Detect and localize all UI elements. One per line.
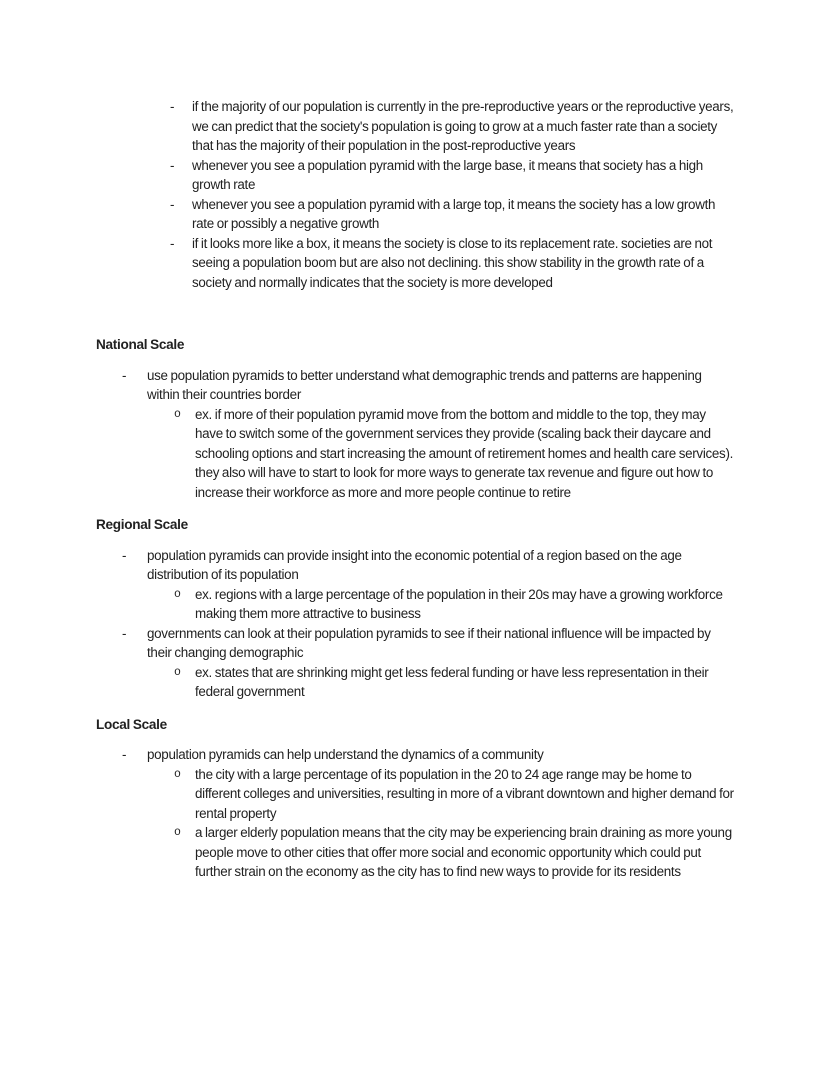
bullet-item: [96, 624, 736, 663]
bullet-marker: -: [170, 196, 175, 212]
bullet-item: [96, 97, 736, 156]
bullet-text: a larger elderly population means that the city may be experiencing brain draining as more young people move to other cities that offer more social and economic opportunity which could put further strain on the economy as the city has to find new ways to provide for its residents: [195, 825, 732, 879]
bullet-item: [96, 405, 736, 503]
bullet-item: [96, 663, 736, 702]
bullet-item: [96, 745, 736, 765]
section-heading: Local Scale: [96, 716, 167, 732]
bullet-marker: -: [122, 625, 127, 641]
section-heading: Regional Scale: [96, 517, 188, 532]
bullet-marker: -: [170, 99, 175, 114]
bullet-item: [96, 585, 736, 624]
bullet-item: [96, 195, 736, 234]
bullet-text: the city with a large percentage of its population in the 20 to 24 age range may be home to different colleges and universities, resulting in more of a vibrant downtown and higher demand for rental property: [195, 766, 734, 821]
bullet-marker: o: [174, 767, 181, 781]
bullet-item: [96, 156, 736, 195]
section-heading: National Scale: [96, 337, 185, 352]
bullet-text: whenever you see a population pyramid with a large top, it means the society has a low growth rate or possibly a negative growth: [192, 196, 716, 231]
bullet-text: population pyramids can provide insight into the economic potential of a region based on the age distribution of its population: [147, 547, 682, 582]
bullet-item: [96, 546, 736, 585]
bullet-marker: -: [122, 547, 127, 563]
bullet-text: if the majority of our population is currently in the pre-reproductive years or the reproductive years, we can predict that the society's population is going to grow at a much faster rate than a society that has the majority of their population in the post-reproductive years: [192, 99, 734, 153]
bullet-text: use population pyramids to better understand what demographic trends and patterns are happening within their countries border: [147, 367, 702, 402]
bullet-text: ex. regions with a large percentage of the population in their 20s may have a growing workforce making them more attractive to business: [195, 586, 723, 621]
bullet-marker: o: [174, 587, 181, 601]
bullet-text: population pyramids can help understand the dynamics of a community: [147, 747, 544, 762]
bullet-marker: -: [170, 235, 175, 251]
bullet-marker: -: [170, 157, 175, 173]
bullet-text: ex. if more of their population pyramid move from the bottom and middle to the top, they may have to switch some of the government services they provide (scaling back their daycare and schooling options and start increasing the amount of retirement homes and health care services). they also will have to start to look for more ways to generate tax revenue and figure out how to increase their workforce as more and more people continue to retire: [195, 406, 734, 500]
bullet-marker: -: [122, 747, 127, 762]
bullet-marker: o: [174, 665, 181, 679]
bullet-marker: -: [122, 367, 127, 383]
bullet-marker: o: [174, 826, 181, 839]
bullet-text: ex. states that are shrinking might get less federal funding or have less representation in their federal government: [195, 664, 709, 699]
bullet-text: governments can look at their population pyramids to see if their national influence will be impacted by their changing demographic: [147, 625, 711, 660]
bullet-item: [96, 234, 736, 293]
bullet-text: whenever you see a population pyramid with the large base, it means that society has a high growth rate: [192, 157, 703, 192]
bullet-item: [96, 366, 736, 405]
bullet-item: [96, 823, 736, 882]
bullet-item: [96, 765, 736, 824]
intro-bullet-list: [96, 97, 736, 292]
sections-container: [96, 335, 736, 882]
bullet-marker: o: [174, 407, 181, 421]
bullet-text: if it looks more like a box, it means the society is close to its replacement rate. societies are not seeing a population boom but are also not declining. this show stability in the growth rate of a society and normally indicates that the society is more developed: [192, 235, 713, 290]
